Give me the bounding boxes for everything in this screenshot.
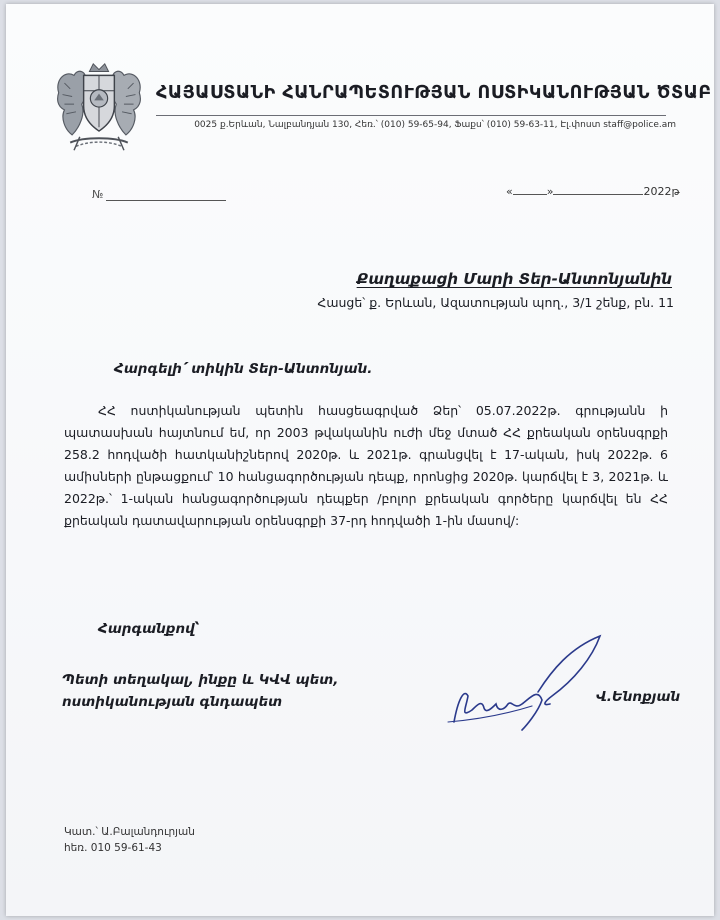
signer-title	[62, 669, 338, 713]
date-year: 2022թ	[643, 185, 680, 198]
recipient-address: Հասցե՝ ք. Երևան, Ազատության պող., 3/1 շենք, բն. 11	[317, 295, 674, 310]
recipient-name: Քաղաքացի Մարի Տեր-Անտոնյանին	[356, 270, 672, 288]
date-open-quote: «	[506, 185, 513, 198]
letter-closing: Հարգանքով՝	[98, 621, 200, 637]
header-divider	[156, 115, 666, 116]
letter-body: ՀՀ ոստիկանության պետին հասցեագրված Ձեր՝ 05.07.2022թ. գրությանն ի պատասխան հայտնում եմ, որ 2003 թվականին ուժի մեջ մտած ՀՀ քրեական օրենսգրքի 258.2 հոդվածի հատկանիշներով 2020թ. և 2021թ. գրանցվել է 17-ական, իսկ 2022թ. 6 ամիսների ընթացքում՝ 10 հանցագործության դեպք, որոնցից 2020թ. կարճվել է 3, 2021թ. և 2022թ.՝ 1-ական հանցագործության դեպքեր /բոլոր քրեական գործերը կարճվել են ՀՀ քրեական դատավարության օրենսգրքի 37-րդ հոդվածի 1-ին մասով/:	[64, 403, 668, 528]
signer-title-line2: ոստիկանության գնդապետ	[62, 694, 283, 710]
reference-date	[506, 185, 680, 198]
reference-number-label: №	[92, 188, 104, 201]
executor-name: Կատ.՝ Ա.Բալանդուրյան	[64, 826, 195, 838]
executor-phone: հեռ. 010 59-61-43	[64, 842, 162, 854]
agency-contacts: 0025 ք.Երևան, Նալբանդյան 130, Հեռ.՝ (010) 59-65-94, Ֆաքս՝ (010) 59-63-11, Էլ.փոստ staff@police.am	[194, 120, 676, 130]
date-day-blank	[513, 194, 547, 195]
executor-footer	[64, 824, 195, 856]
reference-number-blank	[106, 200, 226, 201]
date-month-blank	[553, 194, 643, 195]
signer-name: Վ.Ենոքյան	[596, 689, 681, 705]
date-close-quote: »	[546, 185, 554, 198]
letter-page	[6, 4, 714, 916]
coat-of-arms-icon	[50, 60, 148, 156]
handwritten-signature	[442, 630, 612, 740]
agency-title: ՀԱՅԱՍՏԱՆԻ ՀԱՆՐԱՊԵՏՈՒԹՅԱՆ ՈՍՏԻԿԱՆՈՒԹՅԱՆ ԾՏԱԲ	[156, 83, 712, 103]
letter-salutation: Հարգելի՛ տիկին Տեր-Անտոնյան.	[114, 361, 373, 377]
signer-title-line1: Պետի տեղակալ, ինքը և ԿՎՎ պետ,	[62, 672, 339, 688]
